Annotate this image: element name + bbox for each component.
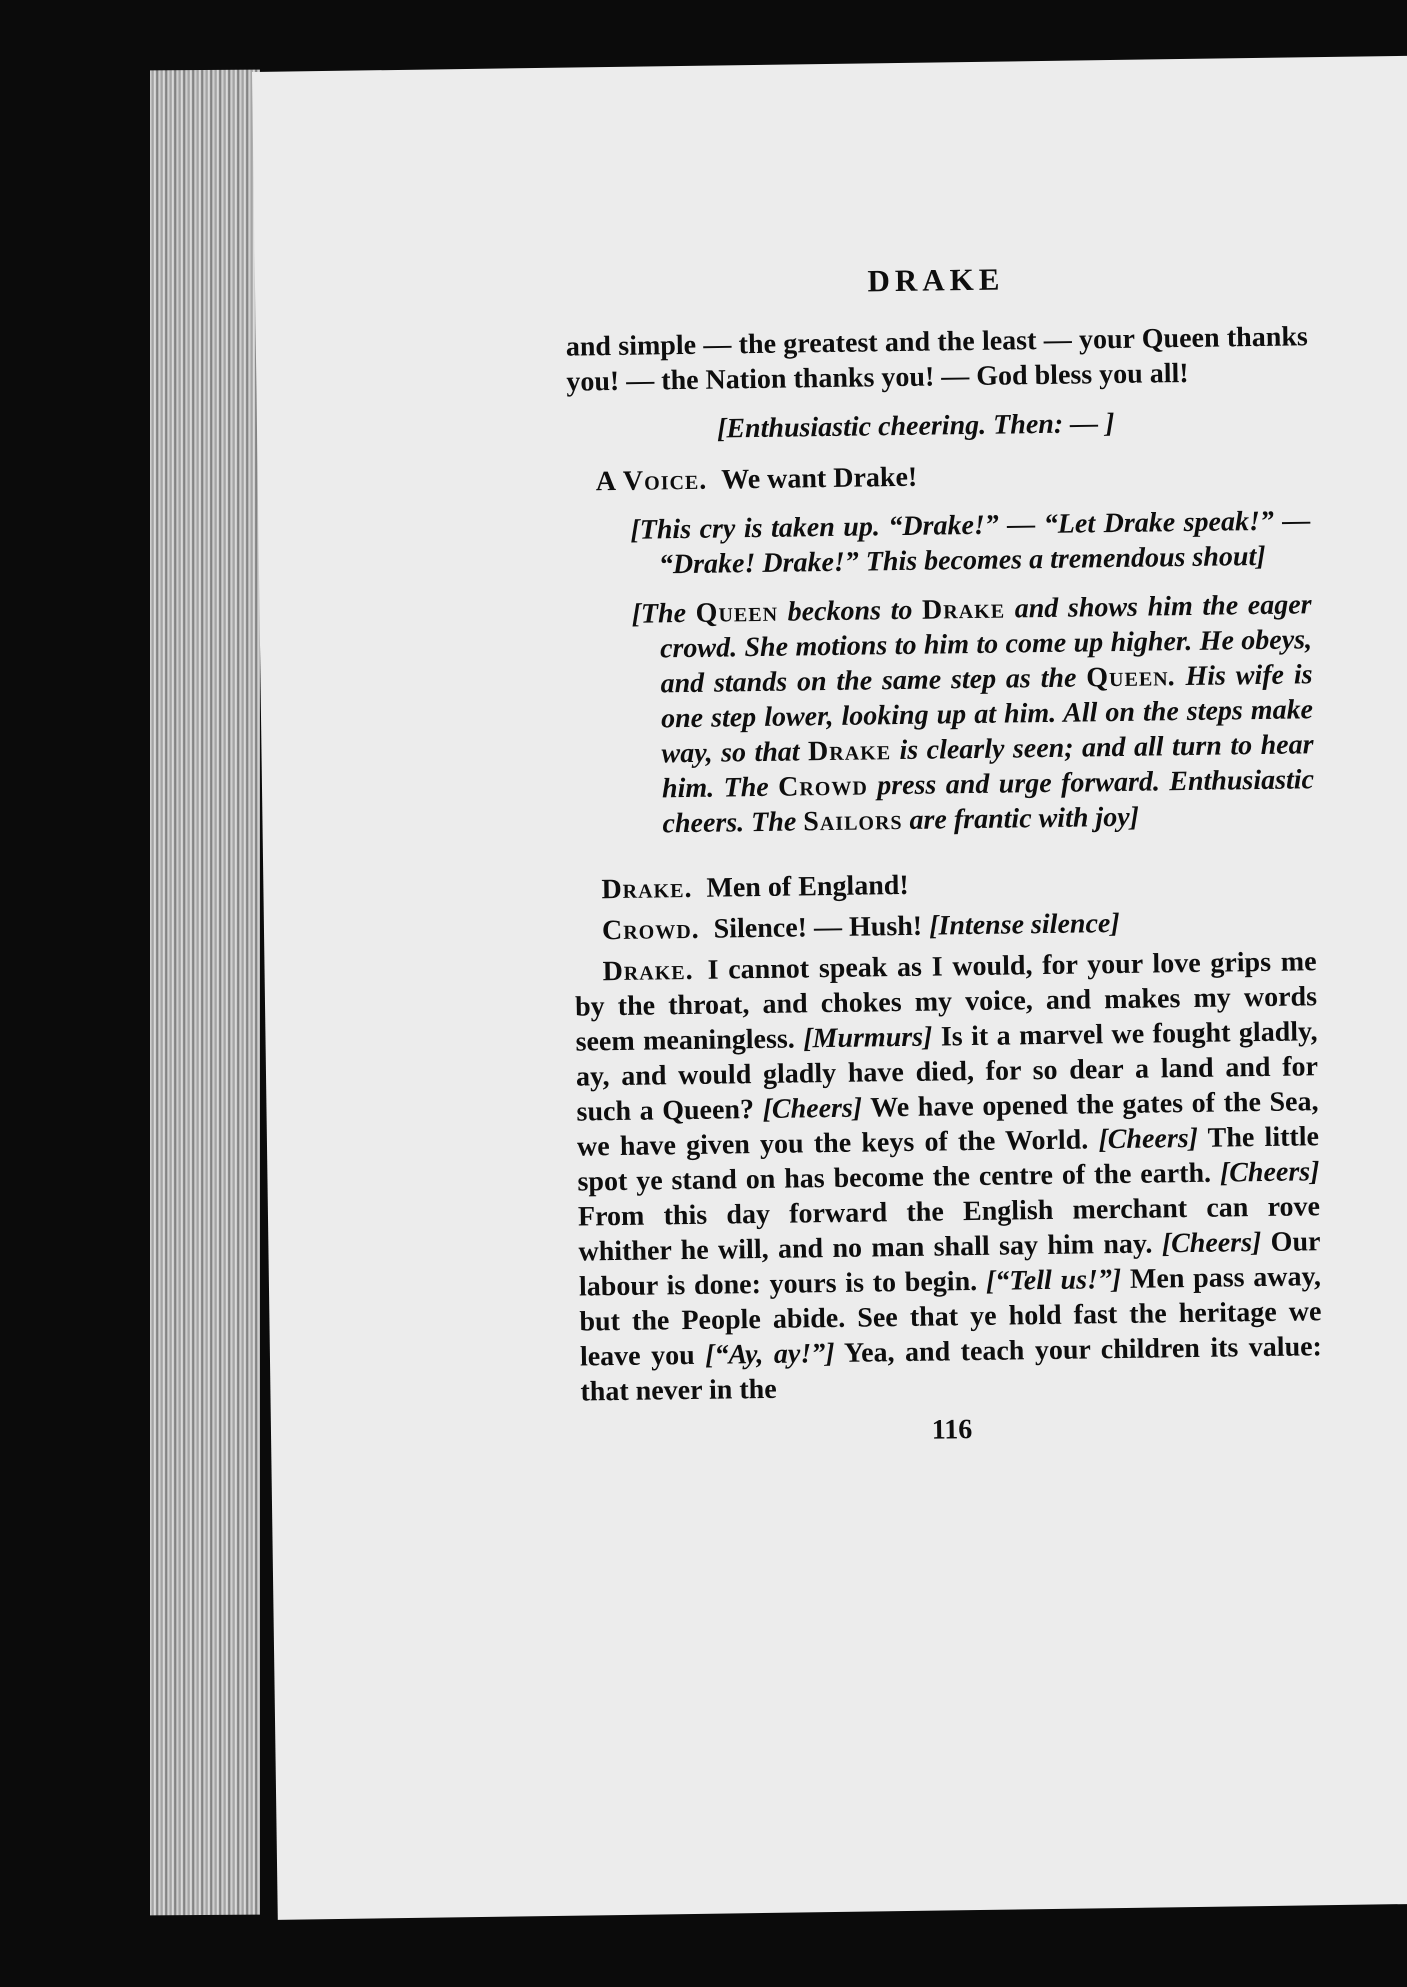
inline-direction: [Intense silence]: [928, 907, 1120, 942]
direction-text: beckons to: [777, 594, 923, 628]
stage-direction-queen-beckons: [569, 587, 1314, 842]
inline-direction: [Cheers]: [1219, 1156, 1320, 1189]
stage-direction-shout: [This cry is taken up. “Drake!” — “Let Drake speak!” — “Drake! Drake!” This becomes a tremendous shout]: [630, 505, 1311, 581]
speaker-name: Drake.: [601, 872, 693, 906]
character-name: Sailors: [803, 804, 903, 838]
speech-text: Men of England!: [706, 869, 909, 904]
speech-text: Is it a marvel we fought gladly, ay, and would gladly have died, for so dear a land and for such a Queen?: [575, 1016, 1319, 1128]
speaker-name: Drake.: [602, 954, 694, 988]
inline-direction: [Cheers]: [1098, 1122, 1199, 1156]
speech-text: We want Drake!: [721, 461, 918, 496]
character-name: Queen: [695, 596, 779, 629]
speech-text: Our labour is done: yours is to begin.: [578, 1226, 1321, 1303]
direction-text: is clearly seen; and all turn to hear him. The: [661, 729, 1314, 805]
speech-text: From this day forward the English merchant can rove whither he will, and no man shall say him nay.: [577, 1191, 1321, 1268]
speaker-name: A Voice.: [595, 464, 708, 498]
speech-text: Silence! — Hush!: [713, 910, 923, 945]
drake-speech: [574, 944, 1322, 1409]
page-content: [565, 257, 1323, 1451]
inline-direction: [“Tell us!”]: [985, 1263, 1122, 1297]
character-name: Crowd: [777, 770, 869, 803]
speech-text: I cannot speak as I would, for your love grips me by the throat, and chokes my voice, and makes my words seem meaningless.: [574, 946, 1318, 1058]
direction-text: press and urge forward. Enthusiastic cheers. The: [662, 764, 1315, 840]
book-page: [252, 56, 1407, 1920]
direction-text: [The: [631, 597, 696, 630]
speech-text: The little spot ye stand on has become the centre of the earth.: [577, 1121, 1320, 1198]
character-name: Queen: [1086, 661, 1169, 694]
direction-text: are frantic with joy]: [902, 801, 1140, 836]
inline-direction: [“Ay, ay!”]: [704, 1337, 835, 1371]
speech-text: Men pass away, but the People abide. See that ye hold fast the heritage we leave you: [579, 1261, 1322, 1373]
speech-text: We have opened the gates of the Sea, we have given you the keys of the World.: [576, 1086, 1319, 1163]
spacer: [573, 838, 1315, 866]
running-head: DRAKE: [867, 261, 1005, 299]
opening-paragraph: and simple — the greatest and the least — your Queen thanks you! — the Nation thanks you! — God bless you all!: [565, 321, 1309, 398]
direction-text: . His wife is one step lower, looking up at him. All on the steps make way, so that: [660, 659, 1314, 770]
page-number: 116: [931, 1414, 973, 1446]
book-page-edges: [150, 70, 260, 1916]
speaker-name: Crowd.: [601, 913, 700, 947]
stage-direction-cheering: [Enthusiastic cheering. Then: — ]: [716, 407, 1115, 445]
direction-text: and shows him the eager crowd. She motions to him to come up higher. He obeys, and stands on the same step as the: [659, 589, 1313, 700]
inline-direction: [Cheers]: [1161, 1227, 1262, 1260]
character-name: Drake: [921, 593, 1006, 626]
inline-direction: [Cheers]: [762, 1092, 863, 1125]
drake-line-men-of-england: [573, 862, 1315, 907]
crowd-line: [574, 903, 1316, 948]
inline-direction: [Murmurs]: [803, 1021, 933, 1055]
voice-line: [568, 454, 1310, 499]
character-name: Drake: [807, 735, 892, 768]
speech-text: Yea, and teach your children its value: that never in the: [580, 1331, 1323, 1408]
